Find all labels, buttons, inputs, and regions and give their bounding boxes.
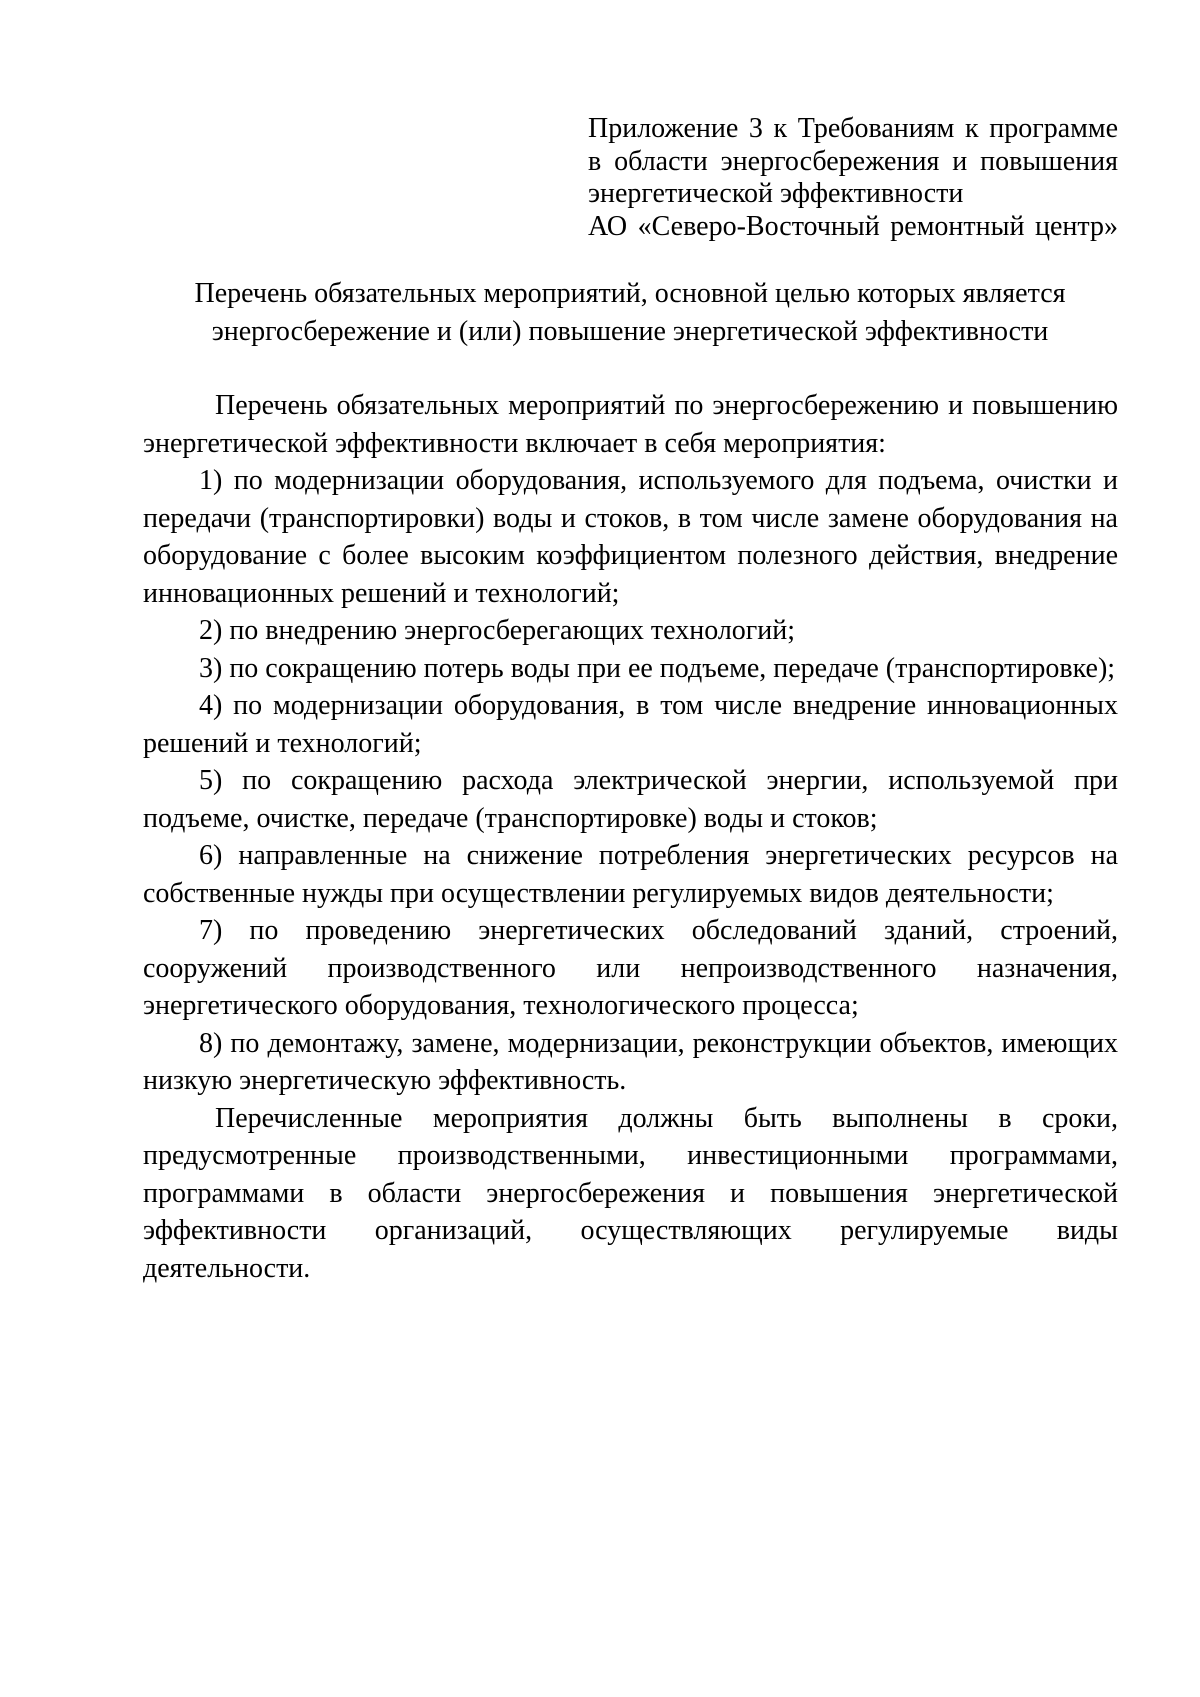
list-item: 3) по сокращению потерь воды при ее подъеме, передаче (транспортировке); [199, 652, 1116, 684]
list-item: 5) по сокращению расхода электрической энергии, используемой при подъеме, очистке, передаче (транспортировке) воды и стоков; [143, 765, 1118, 834]
list-item: 8) по демонтажу, замене, модернизации, реконструкции объектов, имеющих низкую энергетическую эффективность. [143, 1027, 1118, 1096]
appendix-line: в области энергосбережения и повышения [588, 145, 1118, 177]
document-body [143, 387, 1118, 1287]
document-title [140, 275, 1120, 351]
list-item: 1) по модернизации оборудования, используемого для подъема, очистки и передачи (транспортировки) воды и стоков, в том числе замене оборудования на оборудование с более высоким коэффициентом полезного действия, внедрение инновационных решений и технологий; [143, 465, 1118, 609]
list-item: 7) по проведению энергетических обследований зданий, строений, сооружений производственного или непроизводственного назначения, энергетического оборудования, технологического процесса; [143, 915, 1118, 1021]
appendix-line: АО «Северо-Восточный ремонтный центр» [588, 210, 1118, 242]
intro-paragraph: Перечень обязательных мероприятий по энергосбережению и повышению энергетической эффективности включает в себя мероприятия: [143, 390, 1118, 459]
appendix-line: энергетической эффективности [588, 178, 964, 209]
list-item: 6) направленные на снижение потребления энергетических ресурсов на собственные нужды при осуществлении регулируемых видов деятельности; [143, 840, 1118, 909]
list-item: 2) по внедрению энергосберегающих технологий; [199, 615, 796, 646]
list-item: 4) по модернизации оборудования, в том числе внедрение инновационных решений и технологий; [143, 690, 1118, 759]
closing-paragraph: Перечисленные мероприятия должны быть выполнены в сроки, предусмотренные производственными, инвестиционными программами, программами в области энергосбережения и повышения энергетической эффективности организаций, осуществляющих регулируемые виды деятельности. [143, 1102, 1118, 1284]
title-line: энергосбережение и (или) повышение энергетической эффективности [211, 316, 1049, 347]
title-line: Перечень обязательных мероприятий, основной целью которых является [194, 278, 1066, 309]
appendix-header [588, 113, 1118, 243]
appendix-line: Приложение 3 к Требованиям к программе [588, 113, 1118, 144]
